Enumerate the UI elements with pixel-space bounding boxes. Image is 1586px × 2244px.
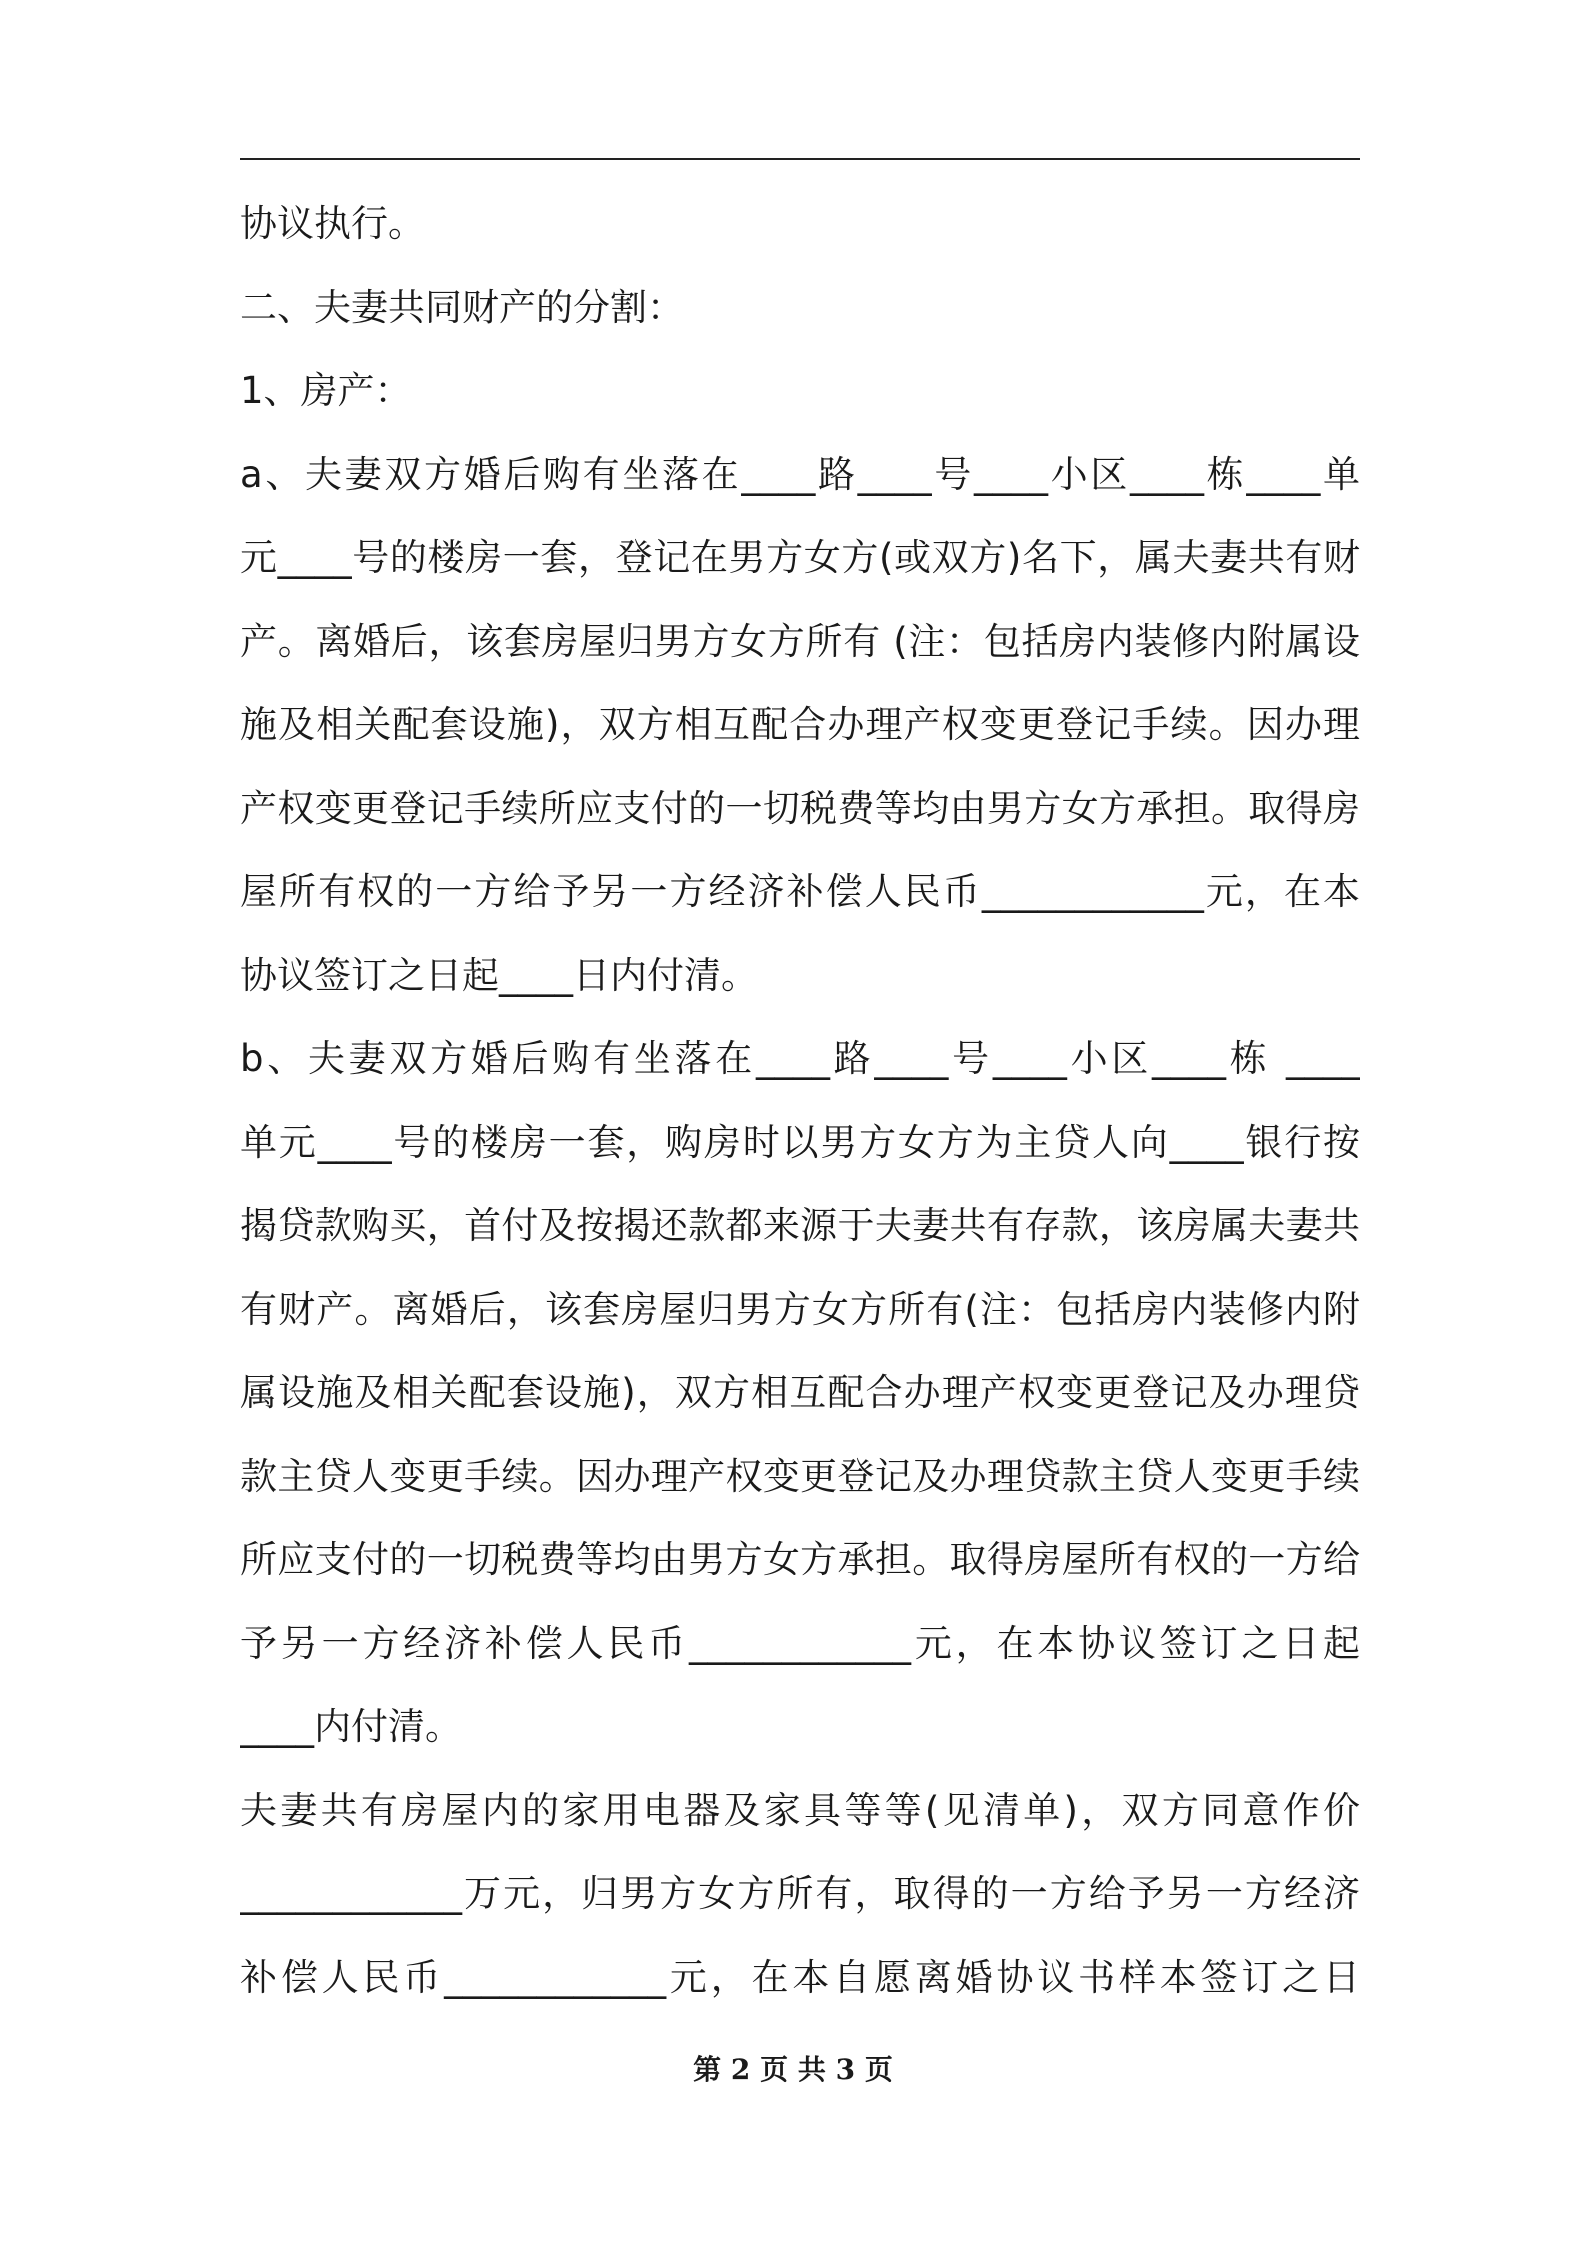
text-line: 产。离婚后，该套房屋归男方女方所有 (注：包括房内装修内附属设 — [240, 619, 1360, 663]
text-line: b、夫妻双方婚后购有坐落在____路____号____小区____栋 ____ — [240, 1037, 1360, 1080]
text-line: 单元____号的楼房一套，购房时以男方女方为主贷人向____银行按 — [240, 1120, 1360, 1164]
text-line: 屋所有权的一方给予另一方经济补偿人民币____________元，在本 — [240, 870, 1360, 913]
document-body — [240, 182, 1360, 2019]
text-line: 产权变更登记手续所应支付的一切税费等均由男方女方承担。取得房 — [240, 786, 1360, 830]
text-line: 属设施及相关配套设施)，双方相互配合办理产权变更登记及办理贷 — [240, 1371, 1360, 1414]
page-number-footer: 第 2 页 共 3 页 — [693, 2053, 893, 2086]
text-line: 补偿人民币____________元，在本自愿离婚协议书样本签订之日 — [240, 1955, 1360, 1999]
text-line: 有财产。离婚后，该套房屋归男方女方所有(注：包括房内装修内附 — [240, 1287, 1360, 1331]
text-line: 元____号的楼房一套，登记在男方女方(或双方)名下，属夫妻共有财 — [240, 536, 1360, 579]
header-rule — [240, 158, 1360, 160]
text-line: 施及相关配套设施)，双方相互配合办理产权变更登记手续。因办理 — [240, 703, 1360, 746]
text-line: 所应支付的一切税费等均由男方女方承担。取得房屋所有权的一方给 — [240, 1538, 1360, 1581]
text-line: 协议签订之日起____日内付清。 — [240, 953, 758, 997]
text-line: 协议执行。 — [240, 202, 425, 245]
text-line: ____内付清。 — [240, 1705, 462, 1748]
text-line: 款主贷人变更手续。因办理产权变更登记及办理贷款主贷人变更手续 — [240, 1454, 1360, 1498]
text-line: 夫妻共有房屋内的家用电器及家具等等(见清单)，双方同意作价 — [240, 1788, 1360, 1832]
text-line: 揭贷款购买，首付及按揭还款都来源于夫妻共有存款，该房属夫妻共 — [240, 1204, 1360, 1247]
section-heading: 二、夫妻共同财产的分割： — [240, 285, 684, 329]
subsection-heading: 1、房产： — [240, 369, 412, 412]
text-line: ____________万元，归男方女方所有，取得的一方给予另一方经济 — [240, 1872, 1360, 1915]
text-line: a、夫妻双方婚后购有坐落在____路____号____小区____栋____单 — [240, 452, 1360, 496]
text-line: 予另一方经济补偿人民币____________元，在本协议签订之日起 — [240, 1621, 1360, 1665]
